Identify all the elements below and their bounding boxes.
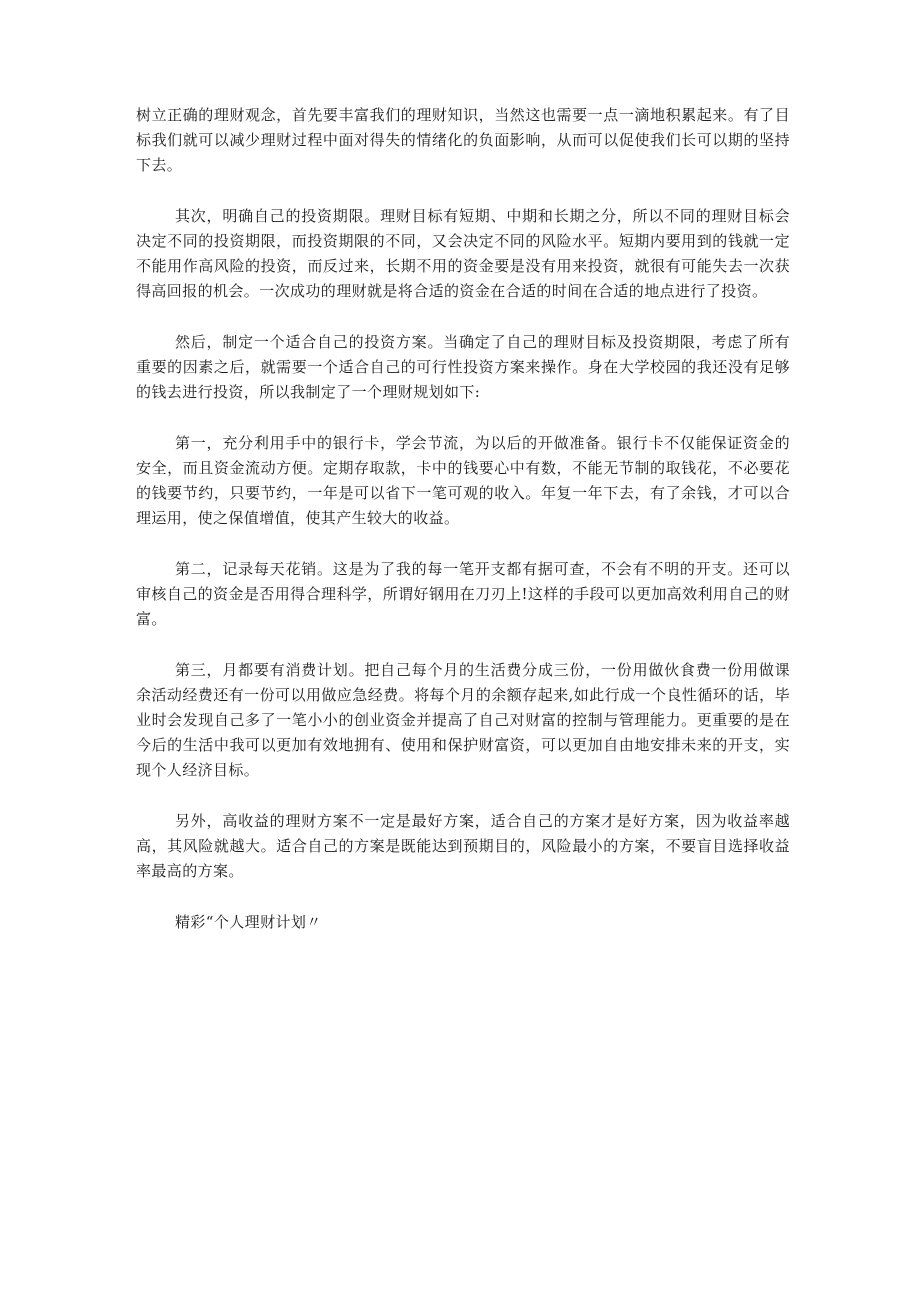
paragraph-investment-term: 其次，明确自己的投资期限。理财目标有短期、中期和长期之分，所以不同的理财目标会决定不同的投资期限，而投资期限的不同，又会决定不同的风险水平。短期内要用到的钱就一定不能用作高风险的投资，而反过来，长期不用的资金要是没有用来投资，就很有可能失去一次获得高回报的机会。一次成功的理财就是将合适的资金在合适的时间在合适的地点进行了投资。	[136, 207, 790, 300]
paragraph-high-return-note: 另外，高收益的理财方案不一定是最好方案，适合自己的方案才是好方案，因为收益率越高，其风险就越大。适合自己的方案是既能达到预期目的，风险最小的方案，不要盲目选择收益率最高的方案。	[136, 812, 790, 880]
paragraph-daily-expenses: 第二，记录每天花销。这是为了我的每一笔开支都有据可查，不会有不明的开支。还可以审核自己的资金是否用得合理科学，所谓好钢用在刀刃上!这样的手段可以更加高效利用自己的财富。	[136, 560, 790, 628]
paragraph-investment-plan: 然后，制定一个适合自己的投资方案。当确定了自己的理财目标及投资期限，考虑了所有重要的因素之后，就需要一个适合自己的可行性投资方案来操作。身在大学校园的我还没有足够的钱去进行投资，所以我制定了一个理财规划如下:	[136, 333, 790, 401]
paragraph-bank-card: 第一，充分利用手中的银行卡，学会节流，为以后的开做准备。银行卡不仅能保证资金的安全，而且资金流动方便。定期存取款，卡中的钱要心中有数，不能无节制的取钱花，不必要花的钱要节约，只要节约，一年是可以省下一笔可观的收入。年复一年下去，有了余钱，才可以合理运用，使之保值增值，使其产生较大的收益。	[136, 434, 790, 527]
paragraph-goal-concept: 树立正确的理财观念，首先要丰富我们的理财知识，当然这也需要一点一滴地积累起来。有了目标我们就可以减少理财过程中面对得失的情绪化的负面影响，从而可以促使我们长可以期的坚持下去。	[136, 106, 790, 174]
paragraph-monthly-plan: 第三，月都要有消费计划。把自己每个月的生活费分成三份，一份用做伙食费一份用做课余活动经费还有一份可以用做应急经费。将每个月的余额存起来,如此行成一个良性循环的话，毕业时会发现自己多了一笔小小的创业资金并提高了自己对财富的控制与管理能力。更重要的是在今后的生活中我可以更加有效地拥有、使用和保护财富资，可以更加自由地安排未来的开支，实现个人经济目标。	[136, 661, 790, 779]
document-body	[136, 103, 790, 935]
closing-line: 精彩“个人理财计划〃	[175, 913, 322, 931]
